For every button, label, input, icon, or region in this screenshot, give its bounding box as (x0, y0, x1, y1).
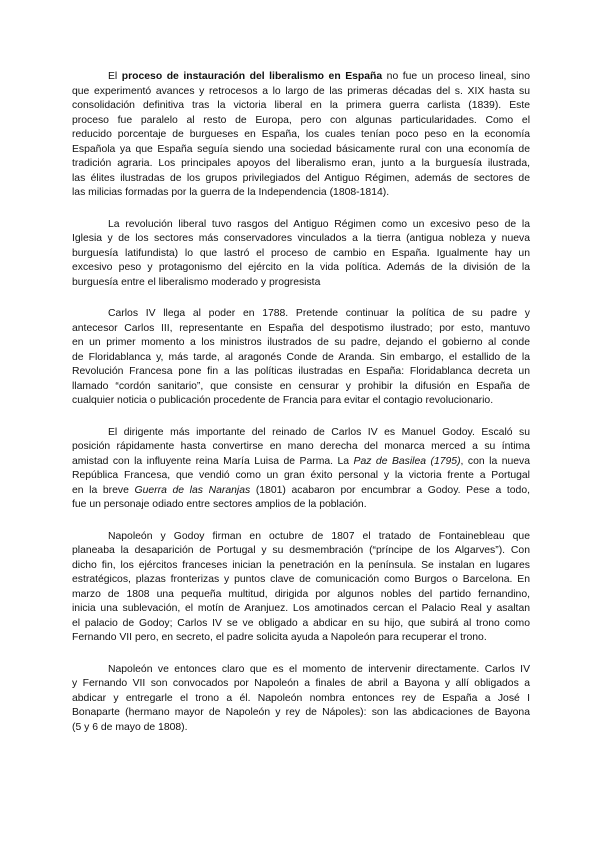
text-line (72, 336, 530, 351)
text-run: de Floridablanca y, más tarde, al aragonés Conde de Aranda. Sin embargo, el estallido de la (72, 351, 530, 363)
text-line (72, 85, 530, 100)
text-run: antecesor Carlos III, representante en España del despotismo ilustrado; por esto, mantuvo (72, 322, 530, 334)
text-line (72, 186, 530, 201)
text-line (72, 351, 530, 366)
text-run: Española ya que España seguía siendo una sociedad básicamente rural con una economía de (72, 143, 530, 155)
text-line (72, 128, 530, 143)
text-line (72, 322, 530, 337)
text-run: El (108, 71, 122, 82)
text-line (72, 143, 530, 158)
paragraph (72, 218, 530, 291)
italic-phrase: Guerra de las Naranjas (134, 484, 251, 496)
text-run: , con la nueva (460, 455, 530, 467)
text-run: proceso fue paralelo al resto de Europa, pero con algunas particularidades. Como el (72, 114, 530, 126)
text-run: y Fernando VII son convocados por Napoleón a finales de abril a Bayona y allí obligados a (72, 678, 530, 689)
text-line (72, 99, 530, 114)
text-line (72, 544, 530, 559)
paragraph (72, 426, 530, 513)
bold-phrase: proceso de instauración del liberalismo en España (121, 71, 383, 82)
text-run: tradición agraria. Los principales apoyos del liberalismo eran, junto a la burguesía ilustrada, (72, 158, 530, 169)
text-line (72, 706, 530, 721)
text-run: Iglesia y de los sectores más conservadores vinculados a la tierra (antigua nobleza y nueva (72, 233, 530, 244)
text-line (72, 426, 530, 441)
text-run: burguesía entre el liberalismo moderado y progresista (72, 276, 321, 288)
text-line (72, 631, 530, 646)
text-run: inicia una sublevación, el motín de Aranjuez. Los amotinados cercan el Palacio Real y asaltan (72, 603, 530, 614)
text-line (72, 114, 530, 129)
text-line (72, 380, 530, 395)
text-line (72, 218, 530, 233)
text-run: que experimentó avances y retrocesos a lo largo de las primeras décadas del s. XIX hasta su (72, 85, 530, 97)
text-run: Fernando VII pero, en secreto, el padre solicita ayuda a Napoleón para recuperar el trono. (72, 632, 487, 643)
text-line (72, 261, 530, 276)
text-run: las milicias formadas por la guerra de la Independencia (1808-1814). (72, 187, 390, 198)
text-run: en un primer momento a los ministros ilustrados de su padre, dejando el gobierno al conde (72, 337, 530, 348)
text-run: fue un personaje odiado entre sectores amplios de la población. (72, 499, 367, 510)
text-run: estratégicos, plazas fronterizas y puntos clave de comunicación como Burgos o Barcelona. En (72, 574, 530, 585)
text-run: La revolución liberal tuvo rasgos del Antiguo Régimen como un excesivo peso de la (108, 218, 530, 230)
text-line (72, 559, 530, 574)
text-run: planeaba la desaparición de Portugal y su desmembración (“príncipe de los Algarves”). Con (72, 545, 530, 556)
text-line (72, 232, 530, 247)
text-run: llamado “cordón sanitario”, que consiste en censurar y prohibir la difusión en España de (72, 380, 530, 392)
text-line (72, 484, 530, 499)
text-run: las élites ilustradas de los grupos privilegiados del Antiguo Régimen, además de sectores de (72, 172, 530, 184)
text-run: posición rápidamente hasta convertirse en mano derecha del monarca merced a su íntima (72, 441, 530, 452)
text-run: amistad con la influyente reina María Luisa de Parma. La (72, 455, 354, 467)
italic-phrase: Paz de Basilea (1795) (353, 455, 461, 467)
text-run: República Francesa, que vendió como un gran éxito personal y la victoria frente a Portugal (72, 470, 530, 481)
text-run: excesivo peso y protagonismo del ejército en la vida política. Además de la división de la (72, 262, 530, 273)
text-line (72, 663, 530, 678)
text-run: marzo de 1808 una pequeña multitud, dirigida por algunos nobles del partido fernandino, (72, 588, 530, 600)
text-line (72, 588, 530, 603)
paragraph (72, 307, 530, 409)
text-line (72, 677, 530, 692)
text-line (72, 70, 530, 85)
text-line (72, 440, 530, 455)
text-run: no fue un proceso lineal, sino (382, 71, 530, 82)
text-line (72, 247, 530, 262)
text-run: en la breve (72, 484, 135, 496)
text-run: Carlos IV llega al poder en 1788. Pretende continuar la política de su padre y (108, 308, 530, 319)
document-body (72, 70, 530, 752)
text-run: burguesía latifundista) lo que lastró el proceso de cambio en España. Igualmente hay un (72, 247, 530, 259)
text-run: (1801) acabaron por encumbrar a Godoy. Pese a todo, (250, 484, 530, 496)
text-line (72, 157, 530, 172)
text-line (72, 692, 530, 707)
text-line (72, 469, 530, 484)
text-line (72, 498, 530, 513)
text-line (72, 602, 530, 617)
text-line (72, 721, 530, 736)
text-line (72, 530, 530, 545)
paragraph (72, 530, 530, 646)
text-run: reducido porcentaje de burgueses en España, los cuales tenían poco peso en la economía (72, 129, 530, 140)
text-line (72, 276, 530, 291)
text-run: (5 y 6 de mayo de 1808). (72, 721, 188, 733)
text-line (72, 307, 530, 322)
text-run: Bonaparte (hermano mayor de Napoleón y rey de Nápoles): son las abdicaciones de Bayona (72, 707, 530, 718)
text-run: El dirigente más importante del reinado de Carlos IV es Manuel Godoy. Escaló su (108, 426, 530, 438)
paragraph (72, 70, 530, 201)
text-line (72, 617, 530, 632)
text-run: Revolución Francesa pone fin a las políticas ilustradas en España: Floridablanca decreta un (72, 366, 530, 377)
text-run: Napoleón ve entonces claro que es el momento de intervenir directamente. Carlos IV (108, 663, 530, 675)
text-line (72, 365, 530, 380)
text-run: abdicar y entregarle el trono a él. Napoleón nombra entonces rey de España a José I (72, 692, 530, 704)
text-run: cualquier noticia o publicación procedente de Francia para evitar el contagio revolucionario. (72, 395, 494, 406)
text-line (72, 455, 530, 470)
text-run: consolidación definitiva tras la victoria liberal en la primera guerra carlista (1839). Este (72, 100, 530, 111)
text-line (72, 394, 530, 409)
text-run: Napoleón y Godoy firman en octubre de 1807 el tratado de Fontainebleau que (108, 530, 530, 542)
text-run: el palacio de Godoy; Carlos IV se ve obligado a abdicar en su hijo, que subirá al trono como (72, 617, 530, 629)
text-run: dicho fin, los ejércitos franceses inician la penetración en la península. Se instalan en lugares (72, 559, 530, 571)
text-line (72, 172, 530, 187)
text-line (72, 573, 530, 588)
paragraph (72, 663, 530, 736)
